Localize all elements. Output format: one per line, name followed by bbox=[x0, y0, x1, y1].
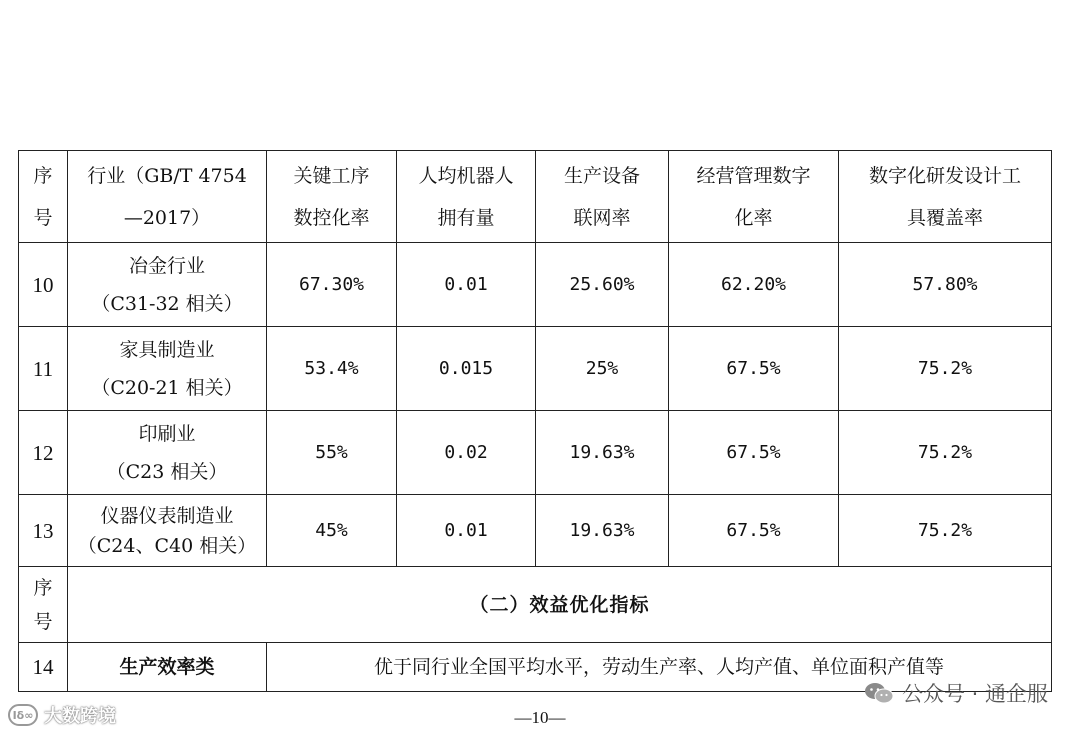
row-robot-density: 0.01 bbox=[397, 243, 536, 327]
section-seq: 序 号 bbox=[19, 567, 68, 643]
row-industry: 仪器仪表制造业 （C24、C40 相关） bbox=[68, 495, 267, 567]
row-mgmt-digital-rate: 62.20% bbox=[669, 243, 839, 327]
row-cnc-rate: 67.30% bbox=[267, 243, 397, 327]
section-header-row bbox=[19, 567, 1052, 643]
row-description: 优于同行业全国平均水平，劳动生产率、人均产值、单位面积产值等 bbox=[267, 643, 1052, 692]
row-seq: 14 bbox=[19, 643, 68, 692]
row-seq: 12 bbox=[19, 411, 68, 495]
wechat-icon bbox=[864, 681, 894, 705]
table-row bbox=[19, 411, 1052, 495]
row-mgmt-digital-rate: 67.5% bbox=[669, 411, 839, 495]
row-mgmt-digital-rate: 67.5% bbox=[669, 495, 839, 567]
row-robot-density: 0.02 bbox=[397, 411, 536, 495]
watermark-right-text: 公众号 · 通企服 bbox=[901, 682, 1048, 706]
header-cnc-rate: 关键工序 数控化率 bbox=[267, 151, 397, 243]
section-title: （二）效益优化指标 bbox=[68, 567, 1052, 643]
watermark-right bbox=[864, 678, 1048, 708]
row-mgmt-digital-rate: 67.5% bbox=[669, 327, 839, 411]
row-cnc-rate: 45% bbox=[267, 495, 397, 567]
row-cnc-rate: 53.4% bbox=[267, 327, 397, 411]
row-rnd-tool-coverage: 75.2% bbox=[839, 495, 1052, 567]
row-rnd-tool-coverage: 75.2% bbox=[839, 411, 1052, 495]
header-robot-density: 人均机器人 拥有量 bbox=[397, 151, 536, 243]
row-network-rate: 19.63% bbox=[536, 411, 669, 495]
header-network-rate: 生产设备 联网率 bbox=[536, 151, 669, 243]
row-cnc-rate: 55% bbox=[267, 411, 397, 495]
header-industry: 行业（GB/T 4754 —2017） bbox=[68, 151, 267, 243]
header-mgmt-digital-rate: 经营管理数字 化率 bbox=[669, 151, 839, 243]
row-industry: 家具制造业 （C20-21 相关） bbox=[68, 327, 267, 411]
row-robot-density: 0.01 bbox=[397, 495, 536, 567]
row-network-rate: 25.60% bbox=[536, 243, 669, 327]
indicator-table bbox=[18, 150, 1052, 692]
row-rnd-tool-coverage: 57.80% bbox=[839, 243, 1052, 327]
watermark-left-text: 大数跨境 bbox=[44, 706, 116, 727]
header-seq: 序 号 bbox=[19, 151, 68, 243]
eye-logo-icon: Ιδ∞ bbox=[8, 704, 38, 726]
row-seq: 13 bbox=[19, 495, 68, 567]
row-seq: 10 bbox=[19, 243, 68, 327]
row-network-rate: 25% bbox=[536, 327, 669, 411]
row-robot-density: 0.015 bbox=[397, 327, 536, 411]
table-header-row bbox=[19, 151, 1052, 243]
row-industry: 印刷业 （C23 相关） bbox=[68, 411, 267, 495]
table-row bbox=[19, 243, 1052, 327]
row-industry: 冶金行业 （C31-32 相关） bbox=[68, 243, 267, 327]
row-category: 生产效率类 bbox=[68, 643, 267, 692]
table-row bbox=[19, 495, 1052, 567]
row-network-rate: 19.63% bbox=[536, 495, 669, 567]
row-seq: 11 bbox=[19, 327, 68, 411]
header-rnd-tool-coverage: 数字化研发设计工 具覆盖率 bbox=[839, 151, 1052, 243]
row-rnd-tool-coverage: 75.2% bbox=[839, 327, 1052, 411]
page-number: —10— bbox=[514, 708, 566, 727]
table-row bbox=[19, 327, 1052, 411]
